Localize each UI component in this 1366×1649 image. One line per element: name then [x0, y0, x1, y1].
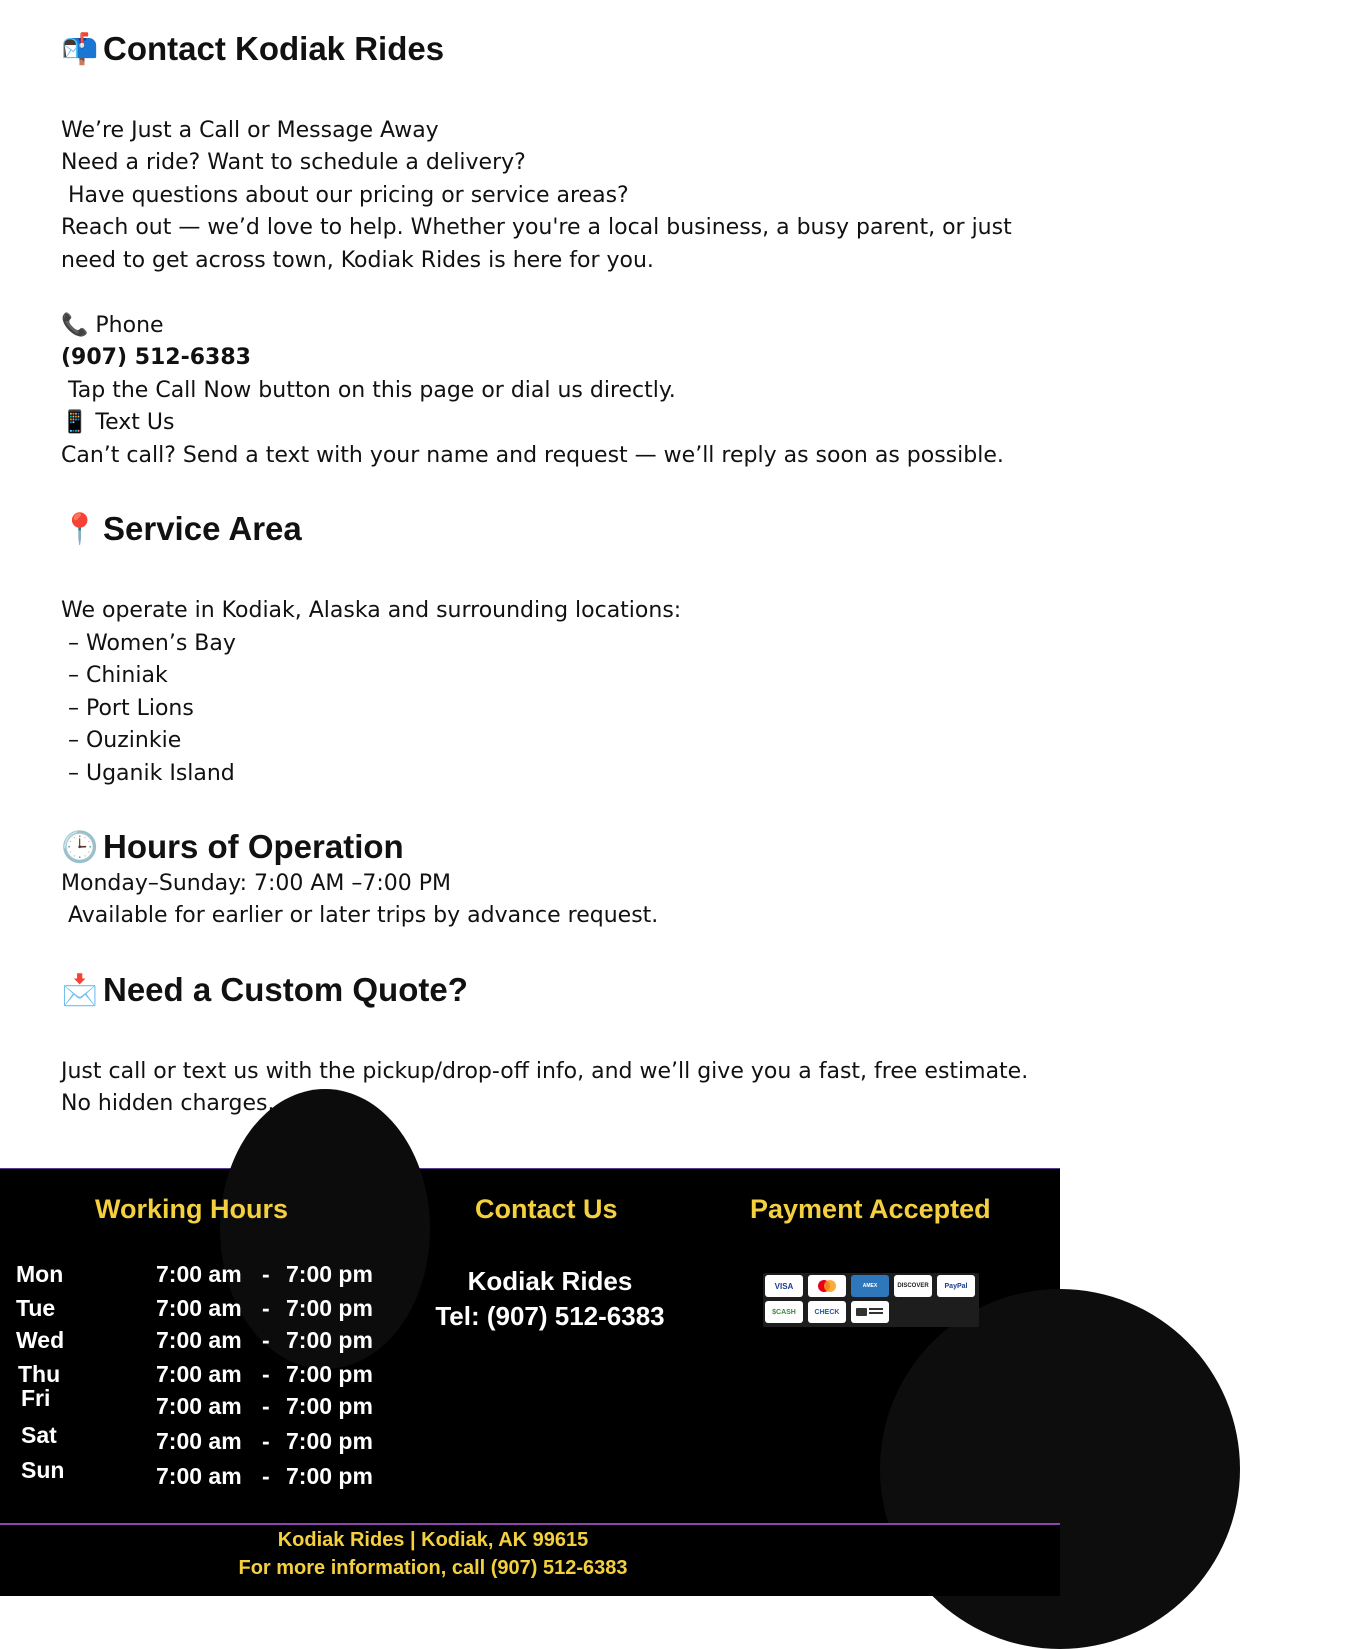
open-time: 7:00 am — [156, 1393, 242, 1419]
check-icon: CHECK — [808, 1301, 846, 1323]
contact-heading — [61, 30, 444, 68]
visa-card-icon: VISA — [765, 1275, 803, 1297]
dash: - — [262, 1261, 270, 1287]
location-item: – Uganik Island — [61, 761, 235, 786]
day-label: Fri — [21, 1385, 51, 1411]
hours-line: Monday–Sunday: 7:00 AM –7:00 PM — [61, 871, 452, 896]
open-time: 7:00 am — [156, 1428, 242, 1454]
dash: - — [262, 1428, 270, 1454]
open-time: 7:00 am — [156, 1361, 242, 1387]
contact-line: Reach out — we’d love to help. Whether you're a local business, a busy parent, or just — [61, 215, 1012, 240]
footer-call-info: For more information, call (907) 512-6383 — [238, 1557, 628, 1579]
contact-us-title: Contact Us — [475, 1194, 618, 1224]
phone-number[interactable]: (907) 512-6383 — [61, 345, 251, 370]
footer-phone[interactable]: Tel: (907) 512-6383 — [435, 1301, 665, 1331]
open-time: 7:00 am — [156, 1295, 242, 1321]
mastercard-icon — [808, 1275, 846, 1297]
open-time: 7:00 am — [156, 1327, 242, 1353]
envelope-arrow-icon: 📩 — [61, 973, 99, 1007]
hours-note: Available for earlier or later trips by advance request. — [61, 903, 659, 928]
phone-icon: 📞 — [61, 313, 89, 338]
text-note: Can’t call? Send a text with your name and request — we’ll reply as soon as possible. — [61, 443, 1004, 468]
text-label: Text Us — [95, 410, 175, 435]
quote-line: Just call or text us with the pickup/drop-off info, and we’ll give you a fast, free estimate. — [61, 1059, 1029, 1084]
service-title: Service Area — [103, 510, 302, 547]
dash: - — [262, 1295, 270, 1321]
contact-line: Have questions about our pricing or service areas? — [61, 183, 629, 208]
close-time: 7:00 pm — [286, 1327, 373, 1353]
debit-card-icon — [851, 1301, 889, 1323]
amex-card-icon: AMEX — [851, 1275, 889, 1297]
dash: - — [262, 1463, 270, 1489]
close-time: 7:00 pm — [286, 1295, 373, 1321]
cash-icon: $CASH — [765, 1301, 803, 1323]
footer-address: Kodiak Rides | Kodiak, AK 99615 — [277, 1529, 589, 1551]
paypal-icon: PayPal — [937, 1275, 975, 1297]
close-time: 7:00 pm — [286, 1261, 373, 1287]
close-time: 7:00 pm — [286, 1463, 373, 1489]
location-item: – Women’s Bay — [61, 631, 236, 656]
day-label: Sun — [21, 1457, 65, 1483]
phone-label: Phone — [95, 313, 164, 338]
location-item: – Chiniak — [61, 663, 168, 688]
open-time: 7:00 am — [156, 1463, 242, 1489]
working-hours-title: Working Hours — [95, 1194, 289, 1224]
payment-methods — [763, 1273, 979, 1327]
phone-row — [61, 310, 164, 343]
contact-line: We’re Just a Call or Message Away — [61, 118, 439, 143]
close-time: 7:00 pm — [286, 1428, 373, 1454]
hours-title: Hours of Operation — [103, 828, 404, 865]
dash: - — [262, 1393, 270, 1419]
contact-line: need to get across town, Kodiak Rides is here for you. — [61, 248, 654, 273]
quote-title: Need a Custom Quote? — [103, 971, 468, 1008]
clock-icon: 🕒 — [61, 830, 99, 864]
close-time: 7:00 pm — [286, 1361, 373, 1387]
contact-title: Contact Kodiak Rides — [103, 30, 445, 67]
quote-line: No hidden charges. — [61, 1091, 275, 1116]
day-label: Tue — [16, 1295, 56, 1321]
contact-line: Need a ride? Want to schedule a delivery? — [61, 150, 526, 175]
location-item: – Ouzinkie — [61, 728, 182, 753]
quote-heading — [61, 971, 468, 1009]
close-time: 7:00 pm — [286, 1393, 373, 1419]
open-time: 7:00 am — [156, 1261, 242, 1287]
day-label: Wed — [16, 1327, 65, 1353]
footer-company-name: Kodiak Rides — [467, 1266, 633, 1296]
dash: - — [262, 1327, 270, 1353]
day-label: Mon — [16, 1261, 64, 1287]
location-item: – Port Lions — [61, 696, 194, 721]
text-row — [61, 407, 174, 440]
hours-heading — [61, 828, 404, 866]
map-pin-icon: 📍 — [61, 512, 99, 546]
site-footer — [0, 1168, 1060, 1594]
service-heading — [61, 510, 302, 548]
day-label: Thu — [18, 1361, 61, 1387]
discover-card-icon: DISCOVER — [894, 1275, 932, 1297]
phone-note: Tap the Call Now button on this page or dial us directly. — [61, 378, 676, 403]
footer-bottom-bar — [0, 1523, 1060, 1596]
day-label: Sat — [21, 1422, 57, 1448]
mobile-phone-icon: 📱 — [61, 410, 89, 435]
service-intro: We operate in Kodiak, Alaska and surrounding locations: — [61, 598, 682, 623]
dash: - — [262, 1361, 270, 1387]
mailbox-icon: 📬 — [61, 32, 99, 66]
payment-title: Payment Accepted — [750, 1194, 991, 1224]
